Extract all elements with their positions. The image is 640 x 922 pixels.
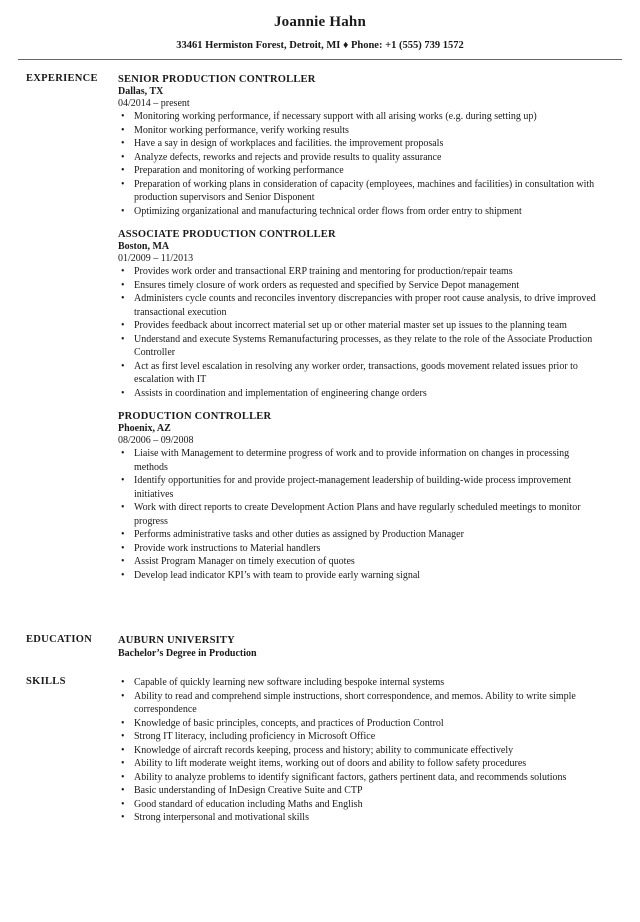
list-item: • Act as first level escalation in resolving any worker order, transactions, goods movement related issues prior to escalation with IT [118, 360, 604, 387]
list-item: • Assists in coordination and implementation of engineering change orders [118, 387, 604, 401]
header-divider [18, 59, 622, 60]
list-item: • Ability to analyze problems to identify significant factors, gathers pertinent data, and recommends solutions [118, 771, 604, 785]
list-item: • Provides work order and transactional ERP training and mentoring for production/repair teams [118, 265, 604, 279]
list-item: • Have a say in design of workplaces and facilities. the improvement proposals [118, 137, 604, 151]
list-item: • Work with direct reports to create Development Action Plans and have regularly scheduled meetings to monitor progress [118, 501, 604, 528]
resume-header [0, 14, 640, 51]
job-dates: 04/2014 – present [118, 98, 190, 109]
education-label: EDUCATION [26, 634, 93, 645]
list-item: • Ability to read and comprehend simple instructions, short correspondence, and memos. Ability to write simple correspondence [118, 690, 604, 717]
job-bullets [118, 110, 604, 218]
list-item: • Good standard of education including Maths and English [118, 798, 604, 812]
candidate-name: Joannie Hahn [273, 14, 366, 30]
job-title: ASSOCIATE PRODUCTION CONTROLLER [118, 229, 336, 240]
degree-name: Bachelor’s Degree in Production [118, 648, 257, 659]
school-name: AUBURN UNIVERSITY [118, 635, 235, 646]
list-item: • Knowledge of basic principles, concepts, and practices of Production Control [118, 717, 604, 731]
job-entry [118, 228, 604, 400]
list-item: • Assist Program Manager on timely execution of quotes [118, 555, 604, 569]
list-item: • Administers cycle counts and reconciles inventory discrepancies with proper root cause analysis, to drive improved transactional execution [118, 292, 604, 319]
list-item: • Liaise with Management to determine progress of work and to provide information on changes in processing methods [118, 447, 604, 474]
job-bullets [118, 265, 604, 400]
list-item: • Basic understanding of InDesign Creative Suite and CTP [118, 784, 604, 798]
list-item: • Performs administrative tasks and other duties as assigned by Production Manager [118, 528, 604, 542]
list-item: • Ability to lift moderate weight items, working out of doors and ability to follow safety procedures [118, 757, 604, 771]
list-item: • Monitor working performance, verify working results [118, 124, 604, 138]
job-location: Phoenix, AZ [118, 423, 171, 434]
skills-body [118, 676, 604, 825]
list-item: • Develop lead indicator KPI’s with team to provide early warning signal [118, 569, 604, 583]
list-item: • Understand and execute Systems Remanufacturing processes, as they relate to the role of the Associate Production Controller [118, 333, 604, 360]
job-dates: 01/2009 – 11/2013 [118, 253, 194, 264]
list-item: • Strong IT literacy, including proficiency in Microsoft Office [118, 730, 604, 744]
education-body [118, 634, 604, 661]
list-item: • Provides feedback about incorrect material set up or other material master set up issues to the planning team [118, 319, 604, 333]
list-item: • Provide work instructions to Material handlers [118, 542, 604, 556]
list-item: • Ensures timely closure of work orders as requested and specified by Service Depot management [118, 279, 604, 293]
job-location: Dallas, TX [118, 86, 164, 97]
job-dates: 08/2006 – 09/2008 [118, 435, 194, 446]
experience-label: EXPERIENCE [26, 73, 98, 84]
list-item: • Monitoring working performance, if necessary support with all arising works (e.g. during setting up) [118, 110, 604, 124]
job-entry [118, 73, 604, 218]
list-item: • Identify opportunities for and provide project-management leadership of building-wide process improvement initiatives [118, 474, 604, 501]
job-bullets [118, 447, 604, 582]
contact-line: 33461 Hermiston Forest, Detroit, MI ♦ Phone: +1 (555) 739 1572 [176, 40, 464, 51]
list-item: • Analyze defects, reworks and rejects and provide results to quality assurance [118, 151, 604, 165]
job-location: Boston, MA [118, 241, 170, 252]
list-item: • Optimizing organizational and manufacturing technical order flows from order entry to shipment [118, 205, 604, 219]
list-item: • Preparation and monitoring of working performance [118, 164, 604, 178]
experience-body [118, 73, 604, 592]
job-title: SENIOR PRODUCTION CONTROLLER [118, 74, 316, 85]
list-item: • Capable of quickly learning new software including bespoke internal systems [118, 676, 604, 690]
skills-list [118, 676, 604, 825]
list-item: • Strong interpersonal and motivational skills [118, 811, 604, 825]
list-item: • Preparation of working plans in consideration of capacity (employees, machines and facilities) in consultation with production supervisors and Senior Disponent [118, 178, 604, 205]
list-item: • Knowledge of aircraft records keeping, process and history; ability to communicate effectively [118, 744, 604, 758]
job-title: PRODUCTION CONTROLLER [118, 411, 272, 422]
job-entry [118, 410, 604, 582]
skills-label: SKILLS [26, 676, 66, 687]
